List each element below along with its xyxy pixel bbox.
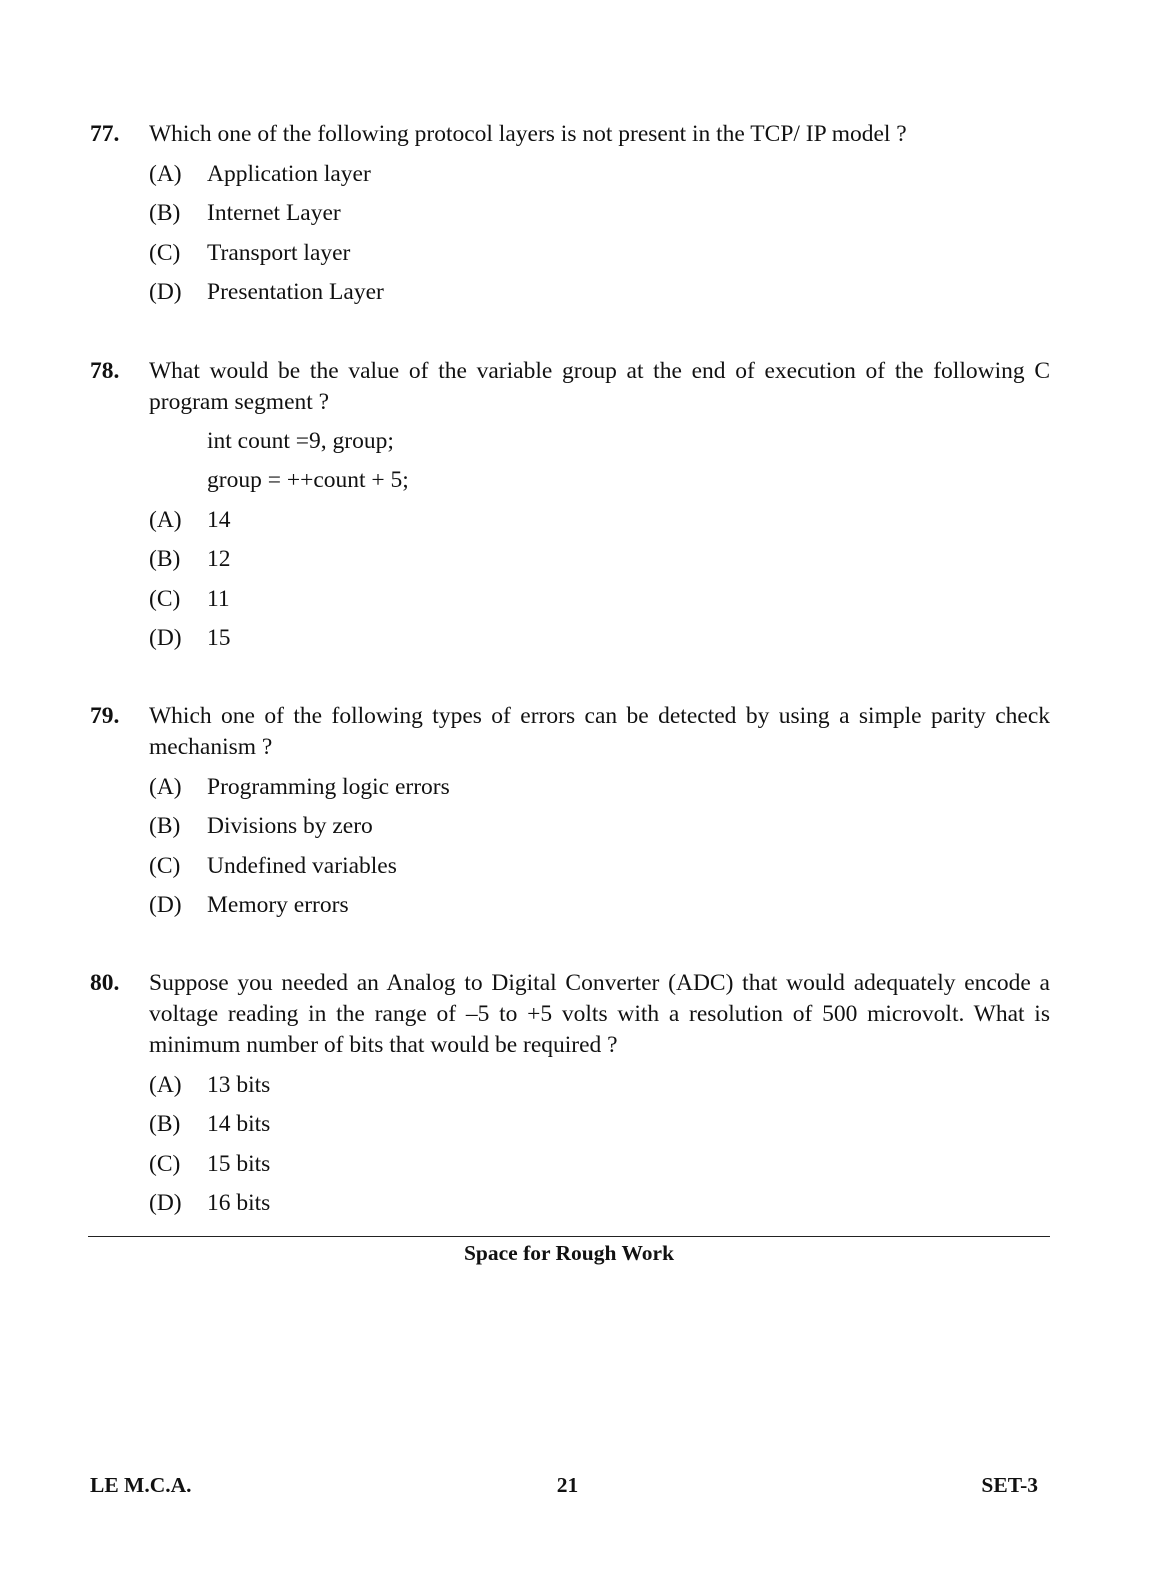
option-letter: (B) <box>149 546 181 572</box>
option-text: 15 <box>207 625 231 651</box>
option-text: Transport layer <box>207 239 351 266</box>
option-d <box>90 623 1050 654</box>
option-letter: (C) <box>149 1150 181 1177</box>
option-text: Programming logic errors <box>207 773 450 800</box>
option-text: 16 bits <box>207 1190 271 1216</box>
question-header <box>90 968 1050 1061</box>
question-number: 78. <box>90 358 120 384</box>
question-text: Which one of the following protocol layers is not present in the TCP/ IP model ? <box>149 121 907 147</box>
option-letter: (A) <box>149 160 182 187</box>
option-text: 12 <box>207 546 231 572</box>
question-78 <box>90 356 1050 654</box>
option-a <box>90 772 1050 803</box>
option-text: Application layer <box>207 160 371 187</box>
option-text: Memory errors <box>207 892 349 918</box>
option-text: 13 bits <box>207 1071 271 1098</box>
option-letter: (B) <box>149 1111 181 1137</box>
question-header <box>90 701 1050 763</box>
divider-line <box>88 1236 1050 1237</box>
footer-exam-code: LE M.C.A. <box>90 1473 192 1497</box>
question-text: Which one of the following types of errors can be detected by using a simple parity check mechanism ? <box>149 703 1050 760</box>
option-text: 11 <box>207 585 230 612</box>
option-d <box>90 890 1050 921</box>
question-77 <box>90 119 1050 308</box>
option-b <box>90 198 1050 229</box>
code-line: group = ++count + 5; <box>207 467 409 493</box>
option-c <box>90 584 1050 615</box>
option-d <box>90 277 1050 308</box>
option-letter: (D) <box>149 625 182 651</box>
option-c <box>90 851 1050 882</box>
option-letter: (A) <box>149 506 182 533</box>
option-text: 14 bits <box>207 1111 271 1137</box>
code-line: int count =9, group; <box>207 428 394 454</box>
question-text: What would be the value of the variable group at the end of execution of the following C program segment ? <box>149 358 1050 415</box>
option-a <box>90 1070 1050 1101</box>
option-letter: (A) <box>149 1071 182 1098</box>
question-number: 77. <box>90 121 120 147</box>
question-text: Suppose you needed an Analog to Digital Converter (ADC) that would adequately encode a voltage reading in the range of –5 to +5 volts with a resolution of 500 microvolt. What is minimum number of bits that would be required ? <box>149 970 1050 1058</box>
option-b <box>90 1109 1050 1140</box>
option-letter: (C) <box>149 239 181 266</box>
option-c <box>90 238 1050 269</box>
option-letter: (C) <box>149 852 181 879</box>
question-79 <box>90 701 1050 921</box>
option-text: Internet Layer <box>207 200 341 226</box>
option-d <box>90 1188 1050 1219</box>
option-letter: (B) <box>149 813 181 839</box>
option-a <box>90 505 1050 536</box>
option-letter: (D) <box>149 1190 182 1216</box>
rough-work-label: Space for Rough Work <box>463 1241 675 1265</box>
footer-set-label: SET-3 <box>981 1473 1038 1497</box>
question-header <box>90 119 1050 150</box>
option-text: 15 bits <box>207 1150 271 1177</box>
option-letter: (C) <box>149 585 181 612</box>
option-letter: (D) <box>149 892 182 918</box>
option-text: 14 <box>207 506 231 533</box>
option-letter: (D) <box>149 279 182 305</box>
option-c <box>90 1149 1050 1180</box>
option-letter: (B) <box>149 200 181 226</box>
option-letter: (A) <box>149 773 182 800</box>
option-a <box>90 159 1050 190</box>
option-text: Presentation Layer <box>207 279 384 305</box>
option-text: Divisions by zero <box>207 813 373 839</box>
question-number: 79. <box>90 703 120 729</box>
option-b <box>90 811 1050 842</box>
option-b <box>90 544 1050 575</box>
option-text: Undefined variables <box>207 852 397 879</box>
footer-page-number: 21 <box>556 1473 579 1497</box>
question-header <box>90 356 1050 418</box>
question-80 <box>90 968 1050 1219</box>
question-number: 80. <box>90 970 120 996</box>
